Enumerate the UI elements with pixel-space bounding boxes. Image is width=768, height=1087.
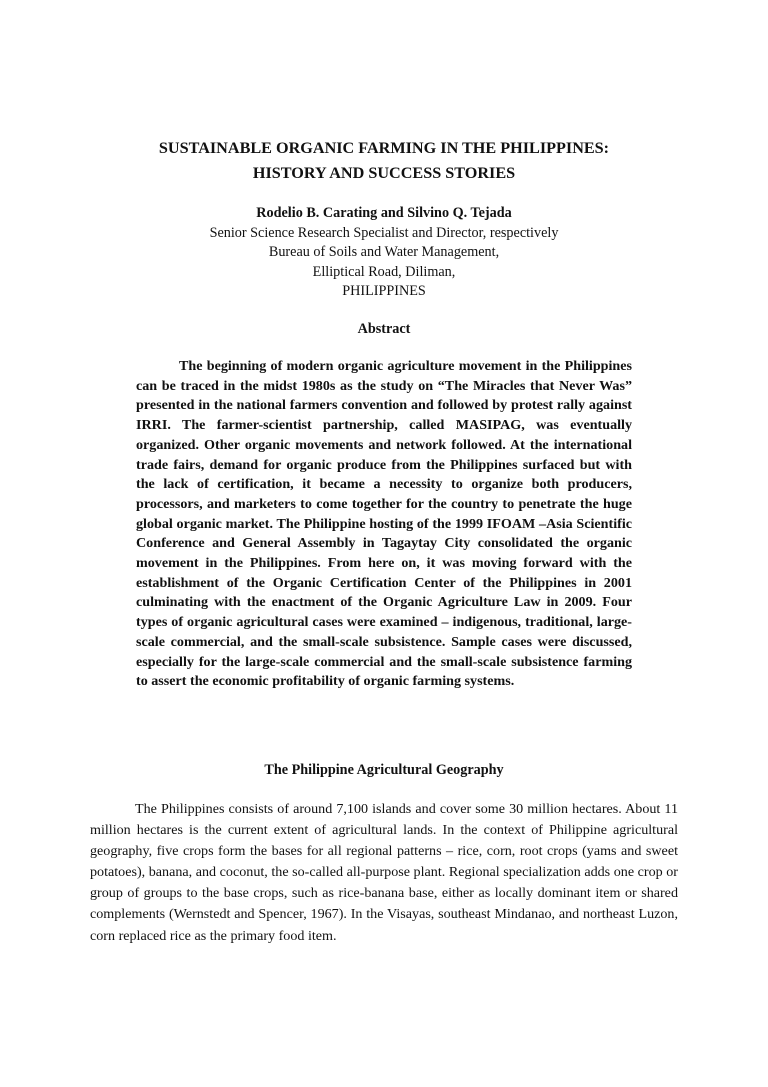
author-block	[0, 204, 768, 302]
author-affiliation: Bureau of Soils and Water Management,	[268, 244, 500, 260]
section-heading: The Philippine Agricultural Geography	[264, 762, 504, 778]
paper-title-line-2: HISTORY AND SUCCESS STORIES	[252, 164, 516, 182]
author-address: Elliptical Road, Diliman,	[312, 263, 456, 280]
paper-title	[0, 136, 768, 186]
paper-title-line-1: SUSTAINABLE ORGANIC FARMING IN THE PHILIPPINES:	[158, 139, 610, 157]
author-country: PHILIPPINES	[342, 283, 426, 299]
abstract-heading: Abstract	[357, 321, 411, 337]
author-names: Rodelio B. Carating and Silvino Q. Tejada	[256, 205, 512, 221]
abstract-text: The beginning of modern organic agriculture movement in the Philippines can be traced in the midst 1980s as the study on “The Miracles that Never Was” presented in the national farmers convention and followed by protest rally against IRRI. The farmer-scientist partnership, called MASIPAG, was eventually organized. Other organic movements and network followed. At the international trade fairs, demand for organic produce from the Philippines surfaced but with the lack of certification, it became a necessity to organize both producers, processors, and marketers to come together for the country to penetrate the huge global organic market. The Philippine hosting of the 1999 IFOAM –Asia Scientific Conference and General Assembly in Tagaytay City consolidated the organic movement in the Philippines. From here on, it was moving forward with the establishment of the Organic Certification Center of the Philippines in 2001 culminating with the enactment of the Organic Agriculture Law in 2009. Four types of organic agricultural cases were examined – indigenous, traditional, large-scale commercial, and the small-scale subsistence. Sample cases were discussed, especially for the large-scale commercial and the small-scale subsistence farming to assert the economic profitability of organic farming systems.	[136, 358, 632, 690]
author-positions: Senior Science Research Specialist and Director, respectively	[209, 224, 559, 241]
body-paragraph: The Philippines consists of around 7,100 islands and cover some 30 million hectares. About 11 million hectares is the current extent of agricultural lands. In the context of Philippine agricultural geography, five crops form the bases for all regional patterns – rice, corn, root crops (yams and sweet potatoes), banana, and coconut, the so-called all-purpose plant. Regional specialization adds one crop or group of groups to the base crops, such as rice-banana base, either as locally dominant item or shared complements (Wernstedt and Spencer, 1967). In the Visayas, southeast Mindanao, and northeast Luzon, corn replaced rice as the primary food item.	[90, 801, 678, 944]
